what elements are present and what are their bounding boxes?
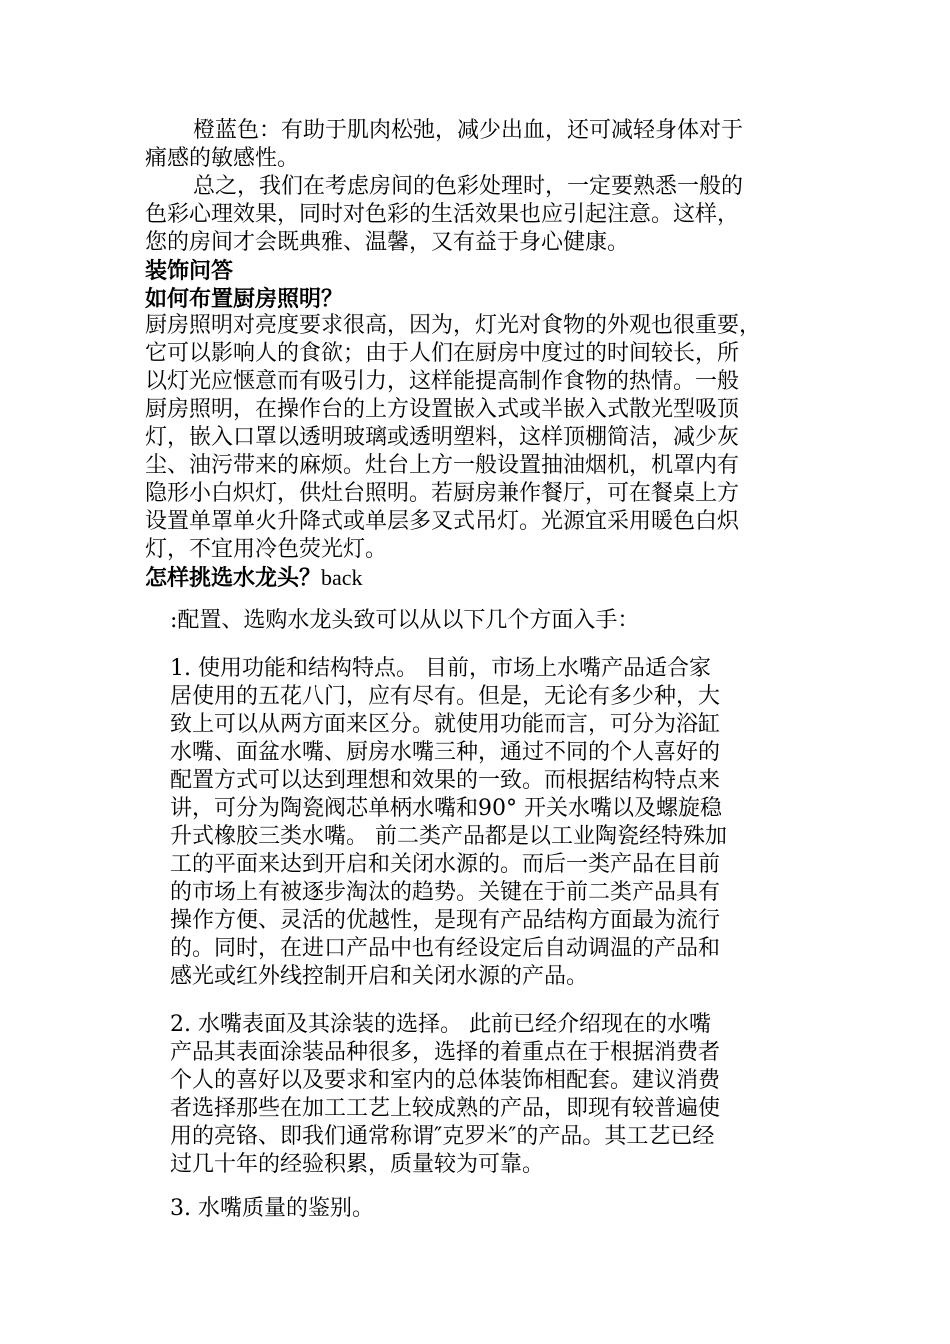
item-line: 个人的喜好以及要求和室内的总体装饰相配套。建议消费: [170, 1068, 721, 1093]
question-title-row: [145, 565, 363, 592]
item-line: 的市场上有被逐步淘汰的趋势。关键在于前二类产品具有: [170, 880, 721, 905]
item-line: 升式橡胶三类水嘴。 前二类产品都是以工业陶瓷经特殊加: [170, 824, 727, 849]
item-line: 产品其表面涂装品种很多，选择的着重点在于根据消费者: [170, 1040, 721, 1065]
item-line: 居使用的五花八门，应有尽有。但是，无论有多少种，大: [170, 684, 721, 709]
item-line: 3. 水嘴质量的鉴别。: [170, 1196, 374, 1221]
section-title: 装饰问答: [145, 258, 234, 284]
item-line: 的。同时，在进口产品中也有经设定后自动调温的产品和: [170, 936, 721, 961]
item-line: 感光或红外线控制开启和关闭水源的产品。: [170, 964, 589, 989]
back-link[interactable]: back: [321, 565, 363, 590]
question-title: 如何布置厨房照明？: [145, 286, 344, 312]
intro-line: 痛感的敏感性。: [145, 146, 300, 171]
lead-line: :配置、选购水龙头致可以从以下几个方面入手：: [170, 608, 640, 633]
answer-line: 尘、油污带来的麻烦。灶台上方一般设置抽油烟机，机罩内有: [145, 453, 740, 478]
item-line: 工的平面来达到开启和关闭水源的。而后一类产品在目前: [170, 852, 721, 877]
item-line: 讲，可分为陶瓷阀芯单柄水嘴和90° 开关水嘴以及螺旋稳: [170, 796, 722, 821]
item-line: 水嘴、面盆水嘴、厨房水嘴三种，通过不同的个人喜好的: [170, 740, 721, 765]
answer-line: 它可以影响人的食欲；由于人们在厨房中度过的时间较长，所: [145, 341, 740, 366]
item-line: 过几十年的经验积累，质量较为可靠。: [170, 1152, 545, 1177]
item-line: 致上可以从两方面来区分。就使用功能而言，可分为浴缸: [170, 712, 721, 737]
answer-line: 厨房照明，在操作台的上方设置嵌入式或半嵌入式散光型吸顶: [145, 397, 740, 422]
item-line: 2. 水嘴表面及其涂装的选择。 此前已经介绍现在的水嘴: [170, 1012, 711, 1037]
answer-line: 隐形小白炽灯，供灶台照明。若厨房兼作餐厅，可在餐桌上方: [145, 481, 740, 506]
answer-line: 设置单罩单火升降式或单层多叉式吊灯。光源宜采用暖色白炽: [145, 509, 740, 534]
item-line: 1. 使用功能和结构特点。 目前，市场上水嘴产品适合家: [170, 656, 711, 681]
item-line: 配置方式可以达到理想和效果的一致。而根据结构特点来: [170, 768, 721, 793]
item-line: 者选择那些在加工工艺上较成熟的产品，即现有较普遍使: [170, 1096, 721, 1121]
intro-line: 色彩心理效果，同时对色彩的生活效果也应引起注意。这样，: [145, 202, 740, 227]
answer-line: 以灯光应惬意而有吸引力，这样能提高制作食物的热情。一般: [145, 369, 740, 394]
answer-line: 灯，嵌入口罩以透明玻璃或透明塑料，这样顶棚简洁，减少灰: [145, 425, 740, 450]
intro-line: 总之，我们在考虑房间的色彩处理时，一定要熟悉一般的: [193, 174, 744, 199]
answer-line: 厨房照明对亮度要求很高，因为，灯光对食物的外观也很重要，: [145, 313, 762, 338]
item-line: 用的亮铬、即我们通常称谓″克罗米″的产品。其工艺已经: [170, 1124, 715, 1149]
answer-line: 灯，不宜用冷色荧光灯。: [145, 537, 388, 562]
intro-line: 您的房间才会既典雅、温馨，又有益于身心健康。: [145, 230, 630, 255]
item-line: 操作方便、灵活的优越性，是现有产品结构方面最为流行: [170, 908, 721, 933]
question-title: 怎样挑选水龙头？: [145, 565, 322, 591]
intro-line: 橙蓝色：有助于肌肉松弛，减少出血，还可减轻身体对于: [193, 118, 744, 143]
